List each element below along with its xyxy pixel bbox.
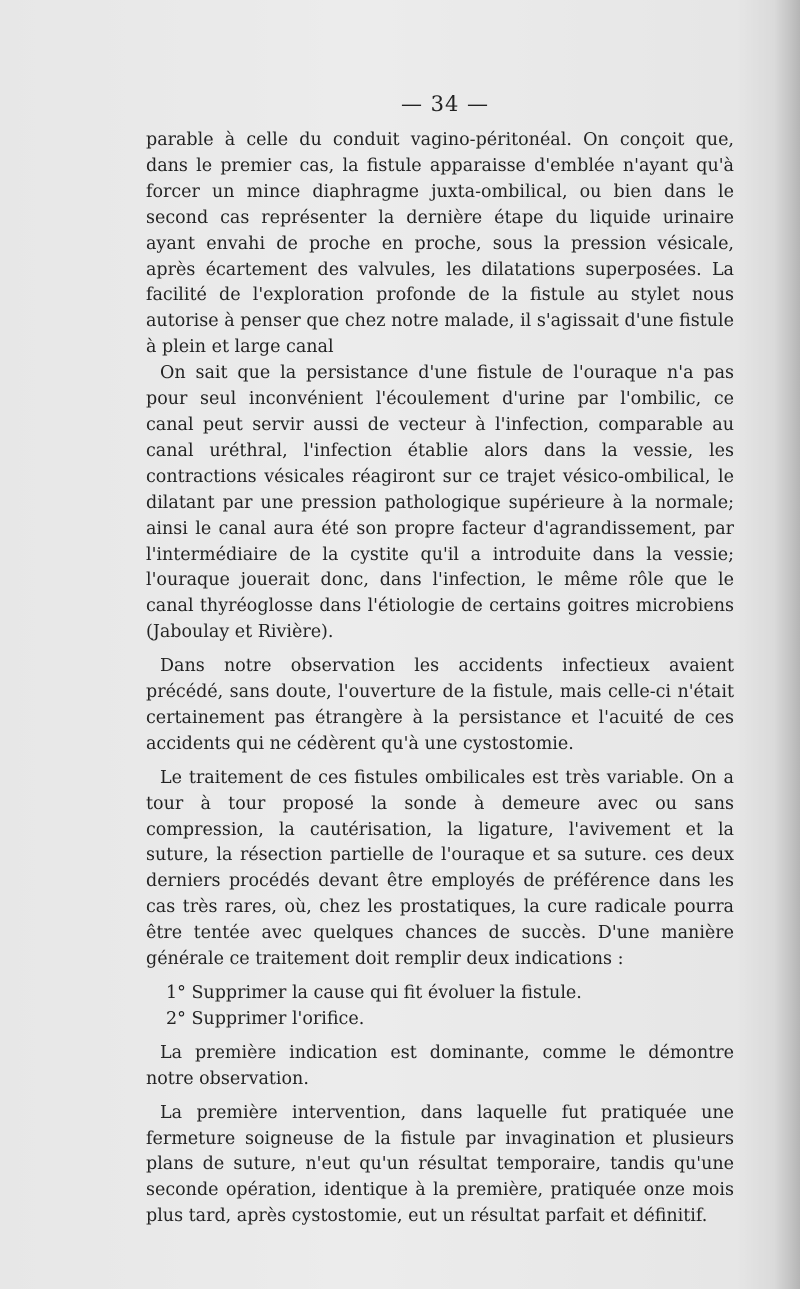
page-number: — 34 — (400, 92, 490, 116)
paragraph: parable à celle du conduit vagino-péritonéal. On conçoit que, dans le premier cas, la fistule apparaisse d'emblée n'ayant qu'à forcer un mince diaphragme juxta-ombilical, ou bien dans le second cas représenter la dernière étape du liquide urinaire ayant envahi de proche en proche, sous la pression vésicale, après écartement des valvules, les dilatations superposées. La facilité de l'exploration profonde de la fistule au stylet nous autorise à penser que chez notre malade, il s'agissait d'une fistule à plein et large canal (146, 130, 734, 358)
paragraph: Le traitement de ces fistules ombilicales est très variable. On a tour à tour proposé la sonde à demeure avec ou sans compression, la cautérisation, la ligature, l'avivement et la suture, la résection partielle de l'ouraque et sa suture. ces deux derniers procédés devant être employés de préférence dans les cas très rares, où, chez les prostatiques, la cure radicale pourra être tentée avec quelques chances de succès. D'une manière générale ce traitement doit remplir deux indications : (146, 767, 734, 970)
paragraph: La première indication est dominante, comme le démontre notre observation. (146, 1042, 734, 1089)
body-text (146, 128, 734, 1230)
paragraph: Dans notre observation les accidents infectieux avaient précédé, sans doute, l'ouverture de la fistule, mais celle-ci n'était certainement pas étrangère à la persistance et l'acuité de ces accidents qui ne cédèrent qu'à une cystostomie. (146, 656, 734, 754)
paragraph: La première intervention, dans laquelle fut pratiquée une fermeture soigneuse de la fistule par invagination et plusieurs plans de suture, n'eut qu'un résultat temporaire, tandis qu'une seconde opération, identique à la première, pratiquée onze mois plus tard, après cystostomie, eut un résultat parfait et définitif. (146, 1102, 734, 1227)
list-item: 2° Supprimer l'orifice. (166, 1008, 365, 1029)
list-item: 1° Supprimer la cause qui fit évoluer la fistule. (166, 983, 582, 1003)
page-edge-shadow (774, 0, 800, 1289)
paragraph: On sait que la persistance d'une fistule de l'ouraque n'a pas pour seul inconvénient l'écoulement d'urine par l'ombilic, ce canal peut servir aussi de vecteur à l'infection, comparable au canal uréthral, l'infection établie alors dans la vessie, les contractions vésicales réagiront sur ce trajet vésico-ombilical, le dilatant par une pression pathologique supérieure à la normale; ainsi le canal aura été son propre facteur d'agrandissement, par l'intermédiaire de la cystite qu'il a introduite dans la vessie; l'ouraque jouerait donc, dans l'infection, le même rôle que le canal thyréoglosse dans l'étiologie de certains goitres microbiens (Jaboulay et Rivière). (146, 363, 734, 643)
